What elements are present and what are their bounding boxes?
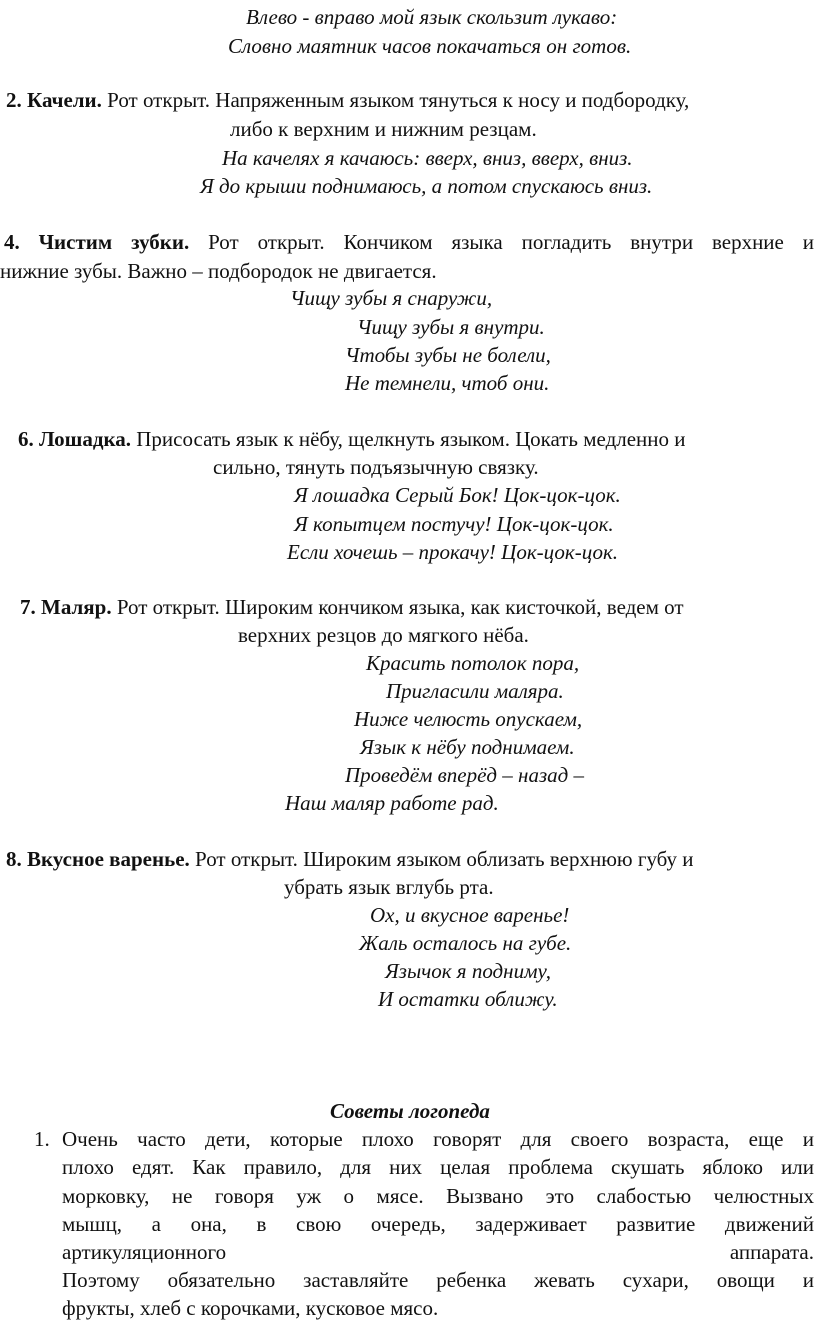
verse-line: Жаль осталось на губе. xyxy=(359,931,572,955)
exercise-4-paragraph xyxy=(4,229,814,255)
exercise-title: 2. Качели. xyxy=(6,88,102,112)
verse-line: Влево - вправо мой язык скользит лукаво: xyxy=(246,5,618,29)
exercise-2-paragraph xyxy=(6,87,689,113)
verse-line: Чищу зубы я снаружи, xyxy=(290,286,493,310)
verse-line: Красить потолок пора, xyxy=(366,651,580,675)
exercise-title: 4. Чистим зубки. xyxy=(4,230,190,254)
verse-line: Наш маляр работе рад. xyxy=(285,791,499,815)
exercise-description: Рот открыт. Напряженным языком тянуться к носу и подбородку, xyxy=(107,88,690,112)
exercise-description: сильно, тянуть подъязычную связку. xyxy=(213,455,539,479)
exercise-description: верхних резцов до мягкого нёба. xyxy=(238,623,529,647)
exercise-description: нижние зубы. Важно – подбородок не двигается. xyxy=(0,259,437,283)
verse-line: Ох, и вкусное варенье! xyxy=(370,903,570,927)
advice-line: Поэтому обязательно заставляйте ребенка жевать сухари, овощи и xyxy=(62,1268,814,1292)
verse-line: Проведём вперёд – назад – xyxy=(345,763,585,787)
verse-line: Пригласили маляра. xyxy=(386,679,564,703)
exercise-title: 6. Лошадка. xyxy=(18,427,132,451)
exercise-8-paragraph xyxy=(6,846,694,872)
exercise-description: Рот открыт. Широким языком облизать верхнюю губу и xyxy=(195,847,694,871)
verse-line: Язык к нёбу поднимаем. xyxy=(360,735,575,759)
advice-line: артикуляционного аппарата. xyxy=(62,1240,814,1264)
exercise-description: либо к верхним и нижним резцам. xyxy=(230,117,537,141)
verse-line: Я копытцем постучу! Цок-цок-цок. xyxy=(294,512,614,536)
verse-line: Я до крыши поднимаюсь, а потом спускаюсь вниз. xyxy=(200,174,653,198)
exercise-6-paragraph xyxy=(18,426,686,452)
verse-line: И остатки оближу. xyxy=(378,987,558,1011)
verse-line: На качелях я качаюсь: вверх, вниз, вверх, вниз. xyxy=(222,146,633,170)
exercise-description: Рот открыт. Кончиком языка погладить внутри верхние и xyxy=(208,230,814,254)
verse-line: Чтобы зубы не болели, xyxy=(345,343,551,367)
list-number: 1. xyxy=(34,1127,50,1151)
verse-line: Чищу зубы я внутри. xyxy=(357,315,545,339)
verse-line: Словно маятник часов покачаться он готов. xyxy=(228,34,632,58)
advice-line: мышц, а она, в свою очередь, задерживает развитие движений xyxy=(62,1212,814,1236)
advice-line: фрукты, хлеб с корочками, кусковое мясо. xyxy=(62,1296,439,1320)
advice-line: Очень часто дети, которые плохо говорят для своего возраста, еще и xyxy=(62,1127,814,1151)
exercise-description: Присосать язык к нёбу, щелкнуть языком. Цокать медленно и xyxy=(136,427,686,451)
exercise-description: Рот открыт. Широким кончиком языка, как кисточкой, ведем от xyxy=(116,595,684,619)
exercise-7-paragraph xyxy=(20,594,684,620)
section-heading: Советы логопеда xyxy=(330,1099,490,1123)
exercise-title: 8. Вкусное варенье. xyxy=(6,847,190,871)
advice-line: морковку, не говоря уж о мясе. Вызвано это слабостью челюстных xyxy=(62,1184,814,1208)
verse-line: Я лошадка Серый Бок! Цок-цок-цок. xyxy=(294,483,621,507)
verse-line: Если хочешь – прокачу! Цок-цок-цок. xyxy=(287,540,619,564)
verse-line: Не темнели, чтоб они. xyxy=(345,371,550,395)
verse-line: Язычок я подниму, xyxy=(385,959,552,983)
exercise-description: убрать язык вглубь рта. xyxy=(284,875,494,899)
advice-line: плохо едят. Как правило, для них целая проблема скушать яблоко или xyxy=(62,1155,814,1179)
verse-line: Ниже челюсть опускаем, xyxy=(354,707,583,731)
exercise-title: 7. Маляр. xyxy=(20,595,112,619)
